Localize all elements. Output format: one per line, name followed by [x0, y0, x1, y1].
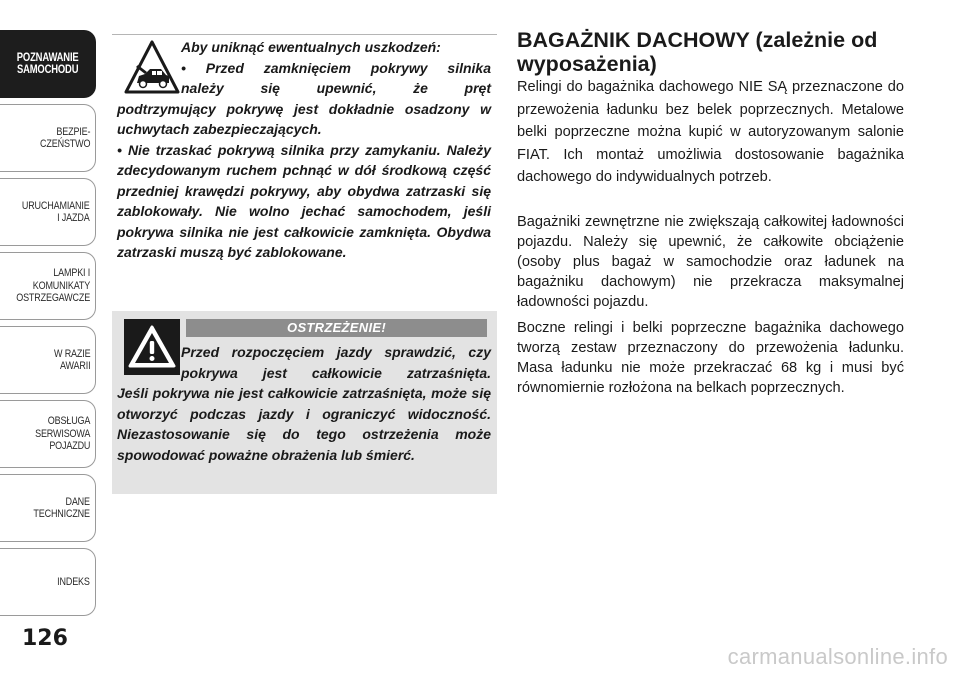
watermark: carmanualsonline.info	[727, 644, 948, 669]
tab-poznawanie-samochodu[interactable]	[0, 30, 96, 98]
page-number: 126	[22, 626, 68, 651]
caution-note	[117, 37, 491, 263]
paragraph-2: Bagażniki zewnętrzne nie zwiększają całkowitej ładowności pojazdu. Należy się upewnić, że całkowite obciążenie (osoby plus bagaż w samochodzie oraz ładunek na bagażniku dachowym) nie przekracza maksymalnej ładowności pojazdu.	[517, 214, 904, 310]
caution-bullet-1-line-2: należy się upewnić, że pręt	[181, 80, 491, 96]
caution-bullet-1-rest: podtrzymujący pokrywę jest dokładnie osadzony w uchwytach zabezpieczających.	[117, 100, 491, 137]
warning-header: OSTRZEŻENIE!	[186, 319, 487, 337]
tab-label: URUCHAMIANIE I JAZDA	[22, 199, 90, 224]
tab-label: POZNAWANIE SAMOCHODU	[16, 51, 79, 76]
tab-label: BEZPIE- CZEŃSTWO	[39, 125, 90, 150]
section-title: BAGAŻNIK DACHOWY (zależnie od wyposażenia)	[517, 28, 878, 76]
tab-w-razie-awarii[interactable]	[0, 326, 96, 394]
tab-indeks[interactable]	[0, 548, 96, 616]
tab-dane-techniczne[interactable]	[0, 474, 96, 542]
tab-label: OBSŁUGA SERWISOWA POJAZDU	[34, 415, 90, 453]
tab-uruchamianie-i-jazda[interactable]	[0, 178, 96, 246]
tab-label: DANE TECHNICZNE	[33, 495, 90, 520]
tab-label: LAMPKI I KOMUNIKATY OSTRZEGAWCZE	[16, 267, 90, 305]
divider	[112, 34, 497, 35]
warning-rest: Jeśli pokrywa nie jest całkowicie zatrzaśnięta, może się otworzyć podczas jazdy i ograniczyć widoczność. Niezastosowanie się do tego ostrzeżenia może spowodować poważne obrażenia lub śmierć.	[117, 385, 491, 463]
caution-bullet-1-line-1: • Przed zamknięciem pokrywy silnika	[181, 59, 491, 76]
tab-label: INDEKS	[57, 575, 90, 588]
paragraph-1: Relingi do bagażnika dachowego NIE SĄ przeznaczone do przewożenia ładunku bez belek poprzecznych. Metalowe belki poprzeczne można kupić w autoryzowanym salonie FIAT. Ich montaż umożliwia dostosowanie bagażnika dachowego do indywidualnych potrzeb.	[517, 79, 904, 186]
warning-line-1: Przed rozpoczęciem jazdy sprawdzić, czy	[181, 344, 491, 360]
warning-text	[117, 342, 491, 465]
tab-obsluga-serwisowa[interactable]	[0, 400, 96, 468]
warning-line-2: pokrywa jest całkowicie zatrzaśnięta.	[181, 364, 491, 381]
caution-title: Aby uniknąć ewentualnych uszkodzeń:	[181, 39, 441, 55]
chapter-sidebar	[0, 0, 100, 678]
tab-label: W RAZIE AWARII	[53, 347, 90, 372]
caution-bullet-2: • Nie trzaskać pokrywą silnika przy zamykaniu. Należy zdecydowanym ruchem pchnąć w dół środkową część przedniej krawędzi pokrywy, aby obydwa zatrzaski się zablokowały. Nie wolno jechać samochodem, jeśli pokrywa silnika nie jest całkowicie zamknięta. Obydwa zatrzaski muszą być zablokowane.	[117, 141, 491, 260]
tab-bezpieczenstwo[interactable]	[0, 104, 96, 172]
paragraph-3: Boczne relingi i belki poprzeczne bagażnika dachowego tworzą zestaw przeznaczony do przewożenia ładunku. Masa ładunku nie może przekraczać 68 kg i musi być równomiernie rozłożona na belkach poprzecznych.	[517, 320, 904, 396]
tab-lampki-i-komunikaty[interactable]	[0, 252, 96, 320]
